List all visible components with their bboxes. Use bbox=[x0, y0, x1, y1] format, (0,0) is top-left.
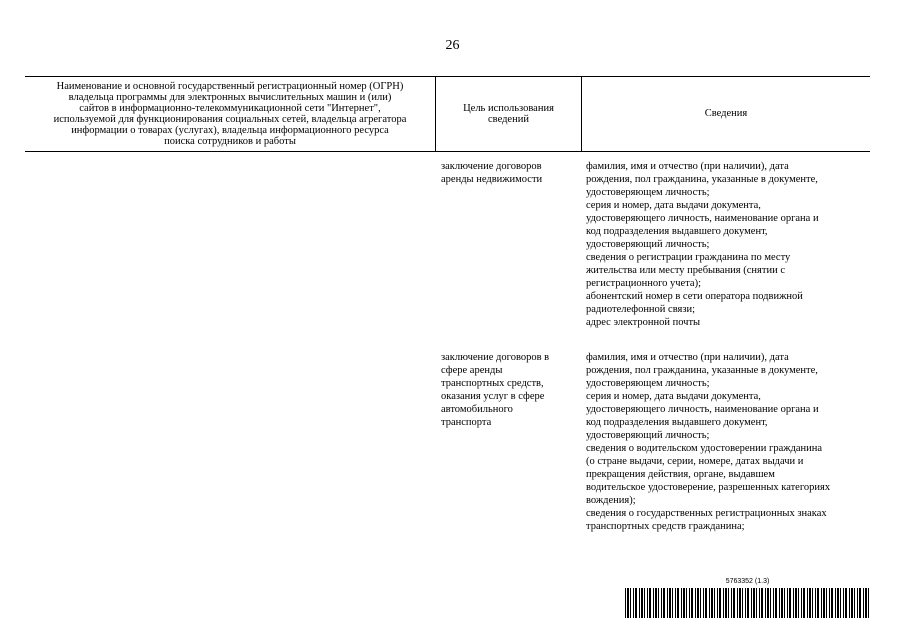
barcode-image bbox=[625, 588, 870, 618]
purpose-line: аренды недвижимости bbox=[441, 174, 543, 185]
info-line: транспортных средств гражданина; bbox=[586, 521, 745, 532]
info-line: серия и номер, дата выдачи документа, bbox=[586, 200, 761, 211]
info-line: рождения, пол гражданина, указанные в документе, bbox=[586, 174, 818, 185]
header-line: сведений bbox=[488, 113, 529, 125]
purpose-line: оказания услуг в сфере bbox=[441, 391, 545, 402]
info-line: сведения о водительском удостоверении гражданина bbox=[586, 443, 823, 454]
header-line: используемой для функционирования социальных сетей, владельца агрегатора bbox=[53, 113, 407, 125]
purpose-cell bbox=[441, 160, 576, 186]
header-line: владельца программы для электронных вычислительных машин и (или) bbox=[68, 91, 392, 103]
info-line: прекращения действия, органе, выдавшем bbox=[586, 469, 775, 480]
header-line: информации о товарах (услугах), владельца информационного ресурса bbox=[71, 124, 389, 136]
info-line: удостоверяющий личность; bbox=[586, 239, 710, 250]
info-line: радиотелефонной связи; bbox=[586, 304, 696, 315]
header-purpose-column bbox=[436, 76, 581, 151]
info-line: регистрационного учета); bbox=[586, 278, 702, 289]
info-line: водительское удостоверение, разрешенных категориях bbox=[586, 482, 831, 493]
info-line: сведения о регистрации гражданина по месту bbox=[586, 252, 791, 263]
info-line: серия и номер, дата выдачи документа, bbox=[586, 391, 761, 402]
info-cell bbox=[586, 160, 870, 329]
header-bottom-rule bbox=[25, 151, 870, 152]
purpose-line: сфере аренды bbox=[441, 365, 503, 376]
info-line: рождения, пол гражданина, указанные в документе, bbox=[586, 365, 818, 376]
header-info-column: Сведения bbox=[704, 108, 748, 119]
info-line: сведения о государственных регистрационных знаках bbox=[586, 508, 827, 519]
info-line: удостоверяющего личность, наименование органа и bbox=[586, 213, 819, 224]
info-cell bbox=[586, 351, 870, 533]
info-line: удостоверяющем личность; bbox=[586, 187, 710, 198]
info-line: адрес электронной почты bbox=[586, 317, 701, 328]
info-line: код подразделения выдавшего документ, bbox=[586, 226, 768, 237]
barcode-code: 5763352 (1.3) bbox=[725, 578, 770, 585]
barcode-block bbox=[625, 578, 870, 618]
info-line: вождения); bbox=[586, 495, 636, 506]
info-line: удостоверяющий личность; bbox=[586, 430, 710, 441]
page-number: 26 bbox=[445, 38, 460, 53]
info-line: код подразделения выдавшего документ, bbox=[586, 417, 768, 428]
info-line: абонентский номер в сети оператора подвижной bbox=[586, 291, 803, 302]
info-line: фамилия, имя и отчество (при наличии), дата bbox=[586, 352, 789, 363]
info-line: удостоверяющем личность; bbox=[586, 378, 710, 389]
purpose-cell bbox=[441, 351, 576, 429]
info-line: жительства или месту пребывания (снятии с bbox=[586, 265, 785, 276]
purpose-line: транспорта bbox=[441, 417, 492, 428]
header-line: поиска сотрудников и работы bbox=[164, 135, 296, 147]
purpose-line: транспортных средств, bbox=[441, 378, 544, 389]
purpose-line: заключение договоров bbox=[441, 161, 542, 172]
purpose-line: заключение договоров в bbox=[441, 352, 550, 363]
header-line: Наименование и основной государственный регистрационный номер (ОГРН) bbox=[56, 80, 404, 92]
info-line: (о стране выдачи, серии, номере, датах выдачи и bbox=[586, 456, 804, 467]
header-line: Цель использования bbox=[463, 102, 554, 114]
header-line: сайтов в информационно-телекоммуникационной сети "Интернет", bbox=[79, 102, 381, 114]
header-owner-column bbox=[25, 76, 435, 151]
purpose-line: автомобильного bbox=[441, 404, 513, 415]
info-line: удостоверяющего личность, наименование органа и bbox=[586, 404, 819, 415]
info-line: фамилия, имя и отчество (при наличии), дата bbox=[586, 161, 789, 172]
